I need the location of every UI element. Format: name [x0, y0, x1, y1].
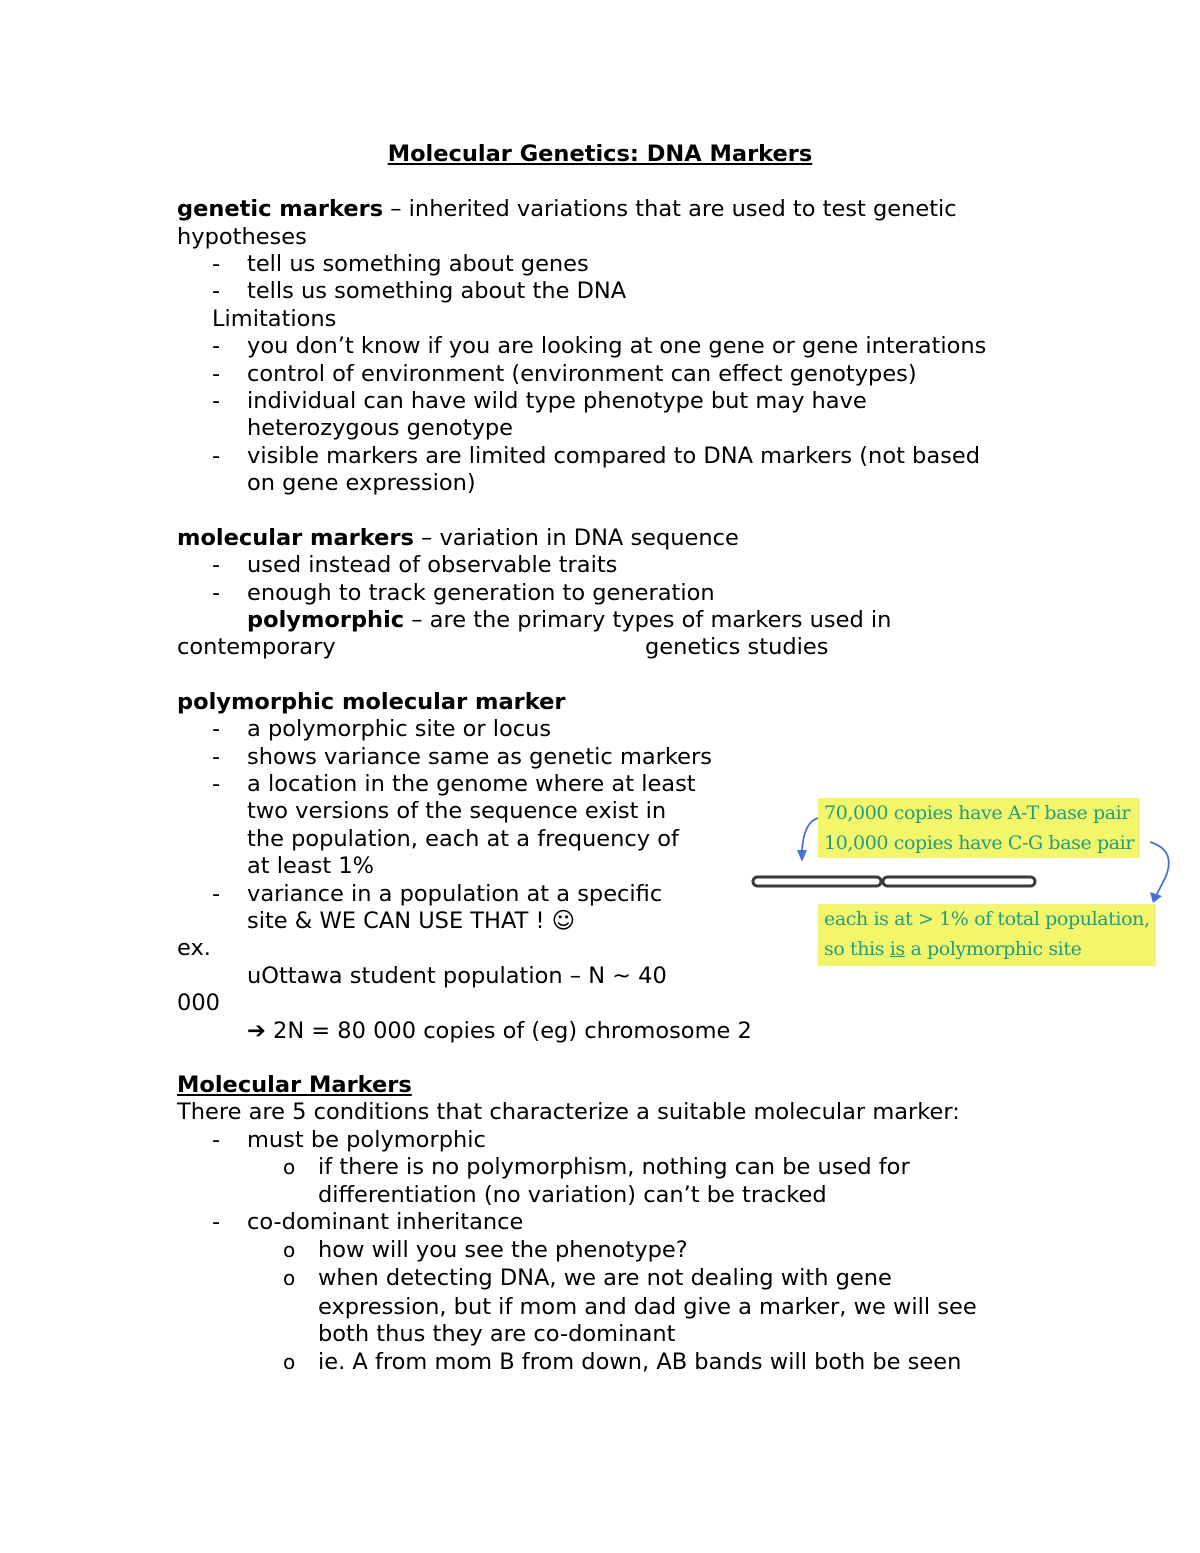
list-item-cont: heterozygous genotype [247, 415, 514, 441]
example-line-cont: 000 [177, 990, 220, 1016]
list-item: must be polymorphic [247, 1127, 486, 1153]
conclusion-text: so this [824, 938, 890, 960]
limitations-label: Limitations [212, 306, 337, 332]
list-item: visible markers are limited compared to DNA markers (not based [247, 443, 980, 469]
conclusion-text: a polymorphic site [904, 938, 1082, 960]
arrowhead-icon [1150, 892, 1162, 903]
list-item-cont: on gene expression) [247, 470, 476, 496]
sub-list-item-cont: expression, but if mom and dad give a marker, we will see [318, 1294, 977, 1320]
bullet-dash: - [212, 443, 221, 469]
polymorphic-term: polymorphic [247, 607, 405, 633]
genetic-markers-term: genetic markers [177, 196, 384, 222]
pmm-heading: polymorphic molecular marker [177, 689, 566, 715]
bullet-dash: - [212, 361, 221, 387]
molecular-markers-intro: There are 5 conditions that characterize a suitable molecular marker: [177, 1099, 960, 1125]
conclusion-text-underlined: is [889, 938, 905, 960]
sub-list-item: when detecting DNA, we are not dealing with gene [318, 1265, 892, 1291]
bullet-dash: - [212, 1127, 221, 1153]
list-item: enough to track generation to generation [247, 580, 715, 606]
list-item: control of environment (environment can effect genotypes) [247, 361, 917, 387]
genetic-markers-def: – inherited variations that are used to test genetic [383, 196, 957, 222]
list-item-cont: two versions of the sequence exist in [247, 798, 667, 824]
bullet-dash: - [212, 278, 221, 304]
list-item: used instead of observable traits [247, 552, 618, 578]
bullet-dash: - [212, 881, 221, 907]
list-item: tell us something about genes [247, 251, 589, 277]
example-line: ➔ 2N = 80 000 copies of (eg) chromosome 2 [247, 1018, 752, 1044]
bullet-dash: - [212, 388, 221, 414]
bullet-circle: o [283, 1155, 296, 1179]
frequency-note-line: 10,000 copies have C-G base pair [824, 832, 1135, 854]
polymorphic-def-cont-b: genetics studies [645, 634, 829, 660]
polymorphic-site-figure [748, 792, 1180, 970]
list-item-cont: the population, each at a frequency of [247, 826, 679, 852]
arrowhead-icon [797, 850, 807, 862]
example-line: uOttawa student population – N ~ 40 [247, 963, 667, 989]
bullet-dash: - [212, 251, 221, 277]
example-label: ex. [177, 935, 211, 961]
molecular-markers-definition [177, 525, 739, 552]
sub-list-item: ie. A from mom B from down, AB bands will both be seen [318, 1349, 962, 1375]
chromosome-segment-left [753, 877, 881, 886]
list-item: variance in a population at a specific [247, 881, 663, 907]
list-item: co-dominant inheritance [247, 1209, 524, 1235]
polymorphic-def-cont-a: contemporary [177, 634, 336, 660]
figure-graphics [748, 792, 1180, 970]
conclusion-note-line: each is at > 1% of total population, [824, 908, 1150, 930]
list-item: shows variance same as genetic markers [247, 744, 712, 770]
bullet-circle: o [283, 1266, 296, 1290]
chromosome-segment-right [883, 877, 1035, 886]
arrow-left-icon [802, 818, 818, 850]
polymorphic-def: – are the primary types of markers used in [404, 607, 892, 633]
bullet-circle: o [283, 1350, 296, 1374]
molecular-markers-def: – variation in DNA sequence [413, 525, 739, 551]
sub-list-item: how will you see the phenotype? [318, 1237, 688, 1263]
bullet-dash: - [212, 771, 221, 797]
bullet-dash: - [212, 580, 221, 606]
bullet-dash: - [212, 716, 221, 742]
list-item: individual can have wild type phenotype but may have [247, 388, 867, 414]
list-item: a location in the genome where at least [247, 771, 696, 797]
list-item-cont: at least 1% [247, 853, 375, 879]
molecular-markers-heading: Molecular Markers [177, 1072, 412, 1098]
molecular-markers-term: molecular markers [177, 525, 414, 551]
arrow-right-icon [1150, 842, 1169, 896]
genetic-markers-definition [177, 196, 957, 223]
list-item: you don’t know if you are looking at one gene or gene interations [247, 333, 987, 359]
genetic-markers-def-cont: hypotheses [177, 224, 307, 250]
page-title: Molecular Genetics: DNA Markers [387, 141, 813, 167]
list-item-cont: site & WE CAN USE THAT ! ☺ [247, 908, 576, 934]
sub-list-item-cont: differentiation (no variation) can’t be tracked [318, 1182, 827, 1208]
list-item: tells us something about the DNA [247, 278, 627, 304]
bullet-dash: - [212, 1209, 221, 1235]
sub-list-item-cont: both thus they are co-dominant [318, 1321, 676, 1347]
bullet-circle: o [283, 1238, 296, 1262]
list-item: a polymorphic site or locus [247, 716, 552, 742]
bullet-dash: - [212, 552, 221, 578]
frequency-note-line: 70,000 copies have A-T base pair [824, 802, 1131, 824]
bullet-dash: - [212, 744, 221, 770]
polymorphic-definition [247, 607, 891, 634]
bullet-dash: - [212, 333, 221, 359]
sub-list-item: if there is no polymorphism, nothing can be used for [318, 1154, 910, 1180]
